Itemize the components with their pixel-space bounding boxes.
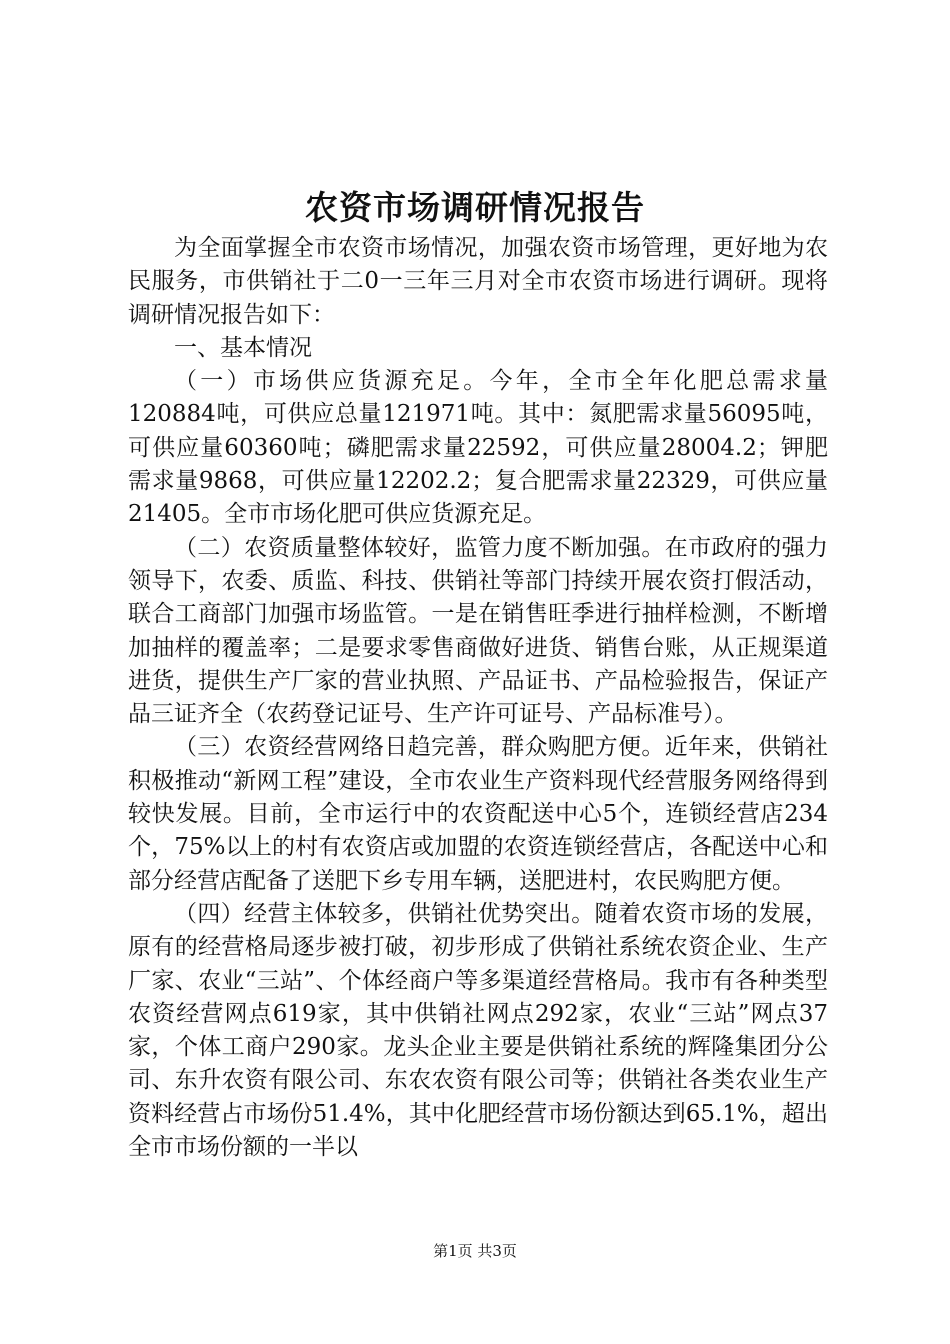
paragraph-intro: 为全面掌握全市农资市场情况，加强农资市场管理，更好地为农民服务，市供销社于二0一三年三月对全市农资市场进行调研。现将调研情况报告如下： <box>128 235 828 328</box>
paragraph-operators: （四）经营主体较多，供销社优势突出。随着农资市场的发展，原有的经营格局逐步被打破，初步形成了供销社系统农资企业、生产厂家、农业“三站”、个体经商户等多渠道经营格局。我市有各种类型农资经营网点619家，其中供销社网点292家，农业“三站”网点37家，个体工商户290家。龙头企业主要是供销社系统的辉隆集团分公司、东升农资有限公司、东农农资有限公司等；供销社各类农业生产资料经营占市场份51.4%，其中化肥经营市场份额达到65.1%，超出全市市场份额的一半以 <box>128 900 828 1161</box>
document-body <box>128 232 828 1164</box>
paragraph-supply: （一）市场供应货源充足。今年，全市全年化肥总需求量120884吨，可供应总量121971吨。其中：氮肥需求量56095吨，可供应量60360吨；磷肥需求量22592，可供应量28004.2；钾肥需求量9868，可供应量12202.2；复合肥需求量22329，可供应量21405。全市市场化肥可供应货源充足。 <box>128 368 828 528</box>
paragraph-network: （三）农资经营网络日趋完善，群众购肥方便。近年来，供销社积极推动“新网工程”建设，全市农业生产资料现代经营服务网络得到较快发展。目前，全市运行中的农资配送中心5个，连锁经营店234个，75%以上的村有农资店或加盟的农资连锁经营店，各配送中心和部分经营店配备了送肥下乡专用车辆，送肥进村，农民购肥方便。 <box>128 734 828 894</box>
paragraph-quality: （二）农资质量整体较好，监管力度不断加强。在市政府的强力领导下，农委、质监、科技、供销社等部门持续开展农资打假活动，联合工商部门加强市场监管。一是在销售旺季进行抽样检测，不断增加抽样的覆盖率；二是要求零售商做好进货、销售台账，从正规渠道进货，提供生产厂家的营业执照、产品证书、产品检验报告，保证产品三证齐全（农药登记证号、生产许可证号、产品标准号）。 <box>128 534 828 728</box>
document-title: 农资市场调研情况报告 <box>305 188 645 227</box>
page-number-footer: 第1页 共3页 <box>433 1242 517 1260</box>
section-heading-basic-situation: 一、基本情况 <box>174 334 312 361</box>
